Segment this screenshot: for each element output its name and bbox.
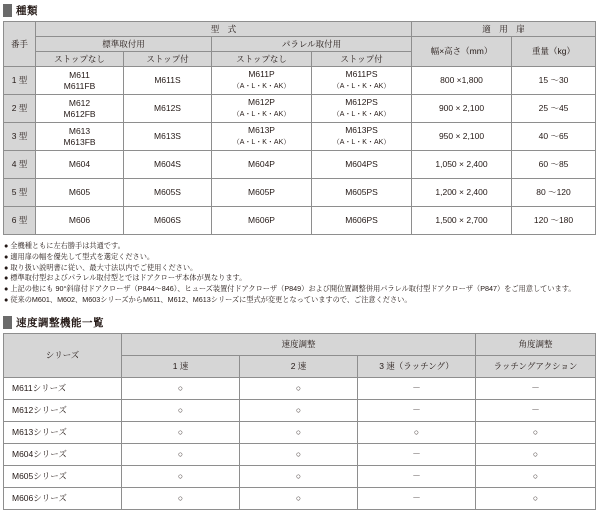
types-table [3, 21, 596, 235]
cell-parallel-stop: M605PS [312, 179, 412, 207]
header-speed-1: 1 速 [122, 355, 240, 377]
cell-standard-stop: M612S [124, 95, 212, 123]
model-variants: （A・L・K・AK） [332, 138, 391, 146]
cell-speed-1: ○ [122, 465, 240, 487]
model-line-1: M611 [69, 69, 90, 80]
cell-parallel-no-stop [212, 95, 312, 123]
header-stop-none-standard: ストップなし [36, 52, 124, 67]
cell-speed-1: ○ [122, 443, 240, 465]
cell-standard-no-stop: M605 [36, 179, 124, 207]
model-line-1: M612 [68, 97, 91, 108]
cell-series: M613シリーズ [4, 421, 122, 443]
row-no: 2 型 [4, 95, 36, 123]
cell-weight: 120 〜180 [512, 207, 596, 235]
cell-latching: ○ [476, 421, 596, 443]
model-line-2: M612FB [63, 108, 96, 119]
cell-latching: ○ [476, 487, 596, 509]
cell-series: M606シリーズ [4, 487, 122, 509]
header-group-standard: 標準取付用 [36, 37, 212, 52]
cell-standard-no-stop [36, 123, 124, 151]
cell-size: 900 × 2,100 [412, 95, 512, 123]
speed-adjust-table [3, 333, 596, 510]
cell-standard-no-stop: M604 [36, 151, 124, 179]
section-heading-types [3, 3, 600, 18]
cell-speed-3: － [358, 377, 476, 399]
cell-series: M612シリーズ [4, 399, 122, 421]
cell-speed-3: － [358, 443, 476, 465]
header-speed-group: 速度調整 [122, 333, 476, 355]
cell-latching: － [476, 377, 596, 399]
table-header-row-1 [4, 22, 596, 37]
row-no: 5 型 [4, 179, 36, 207]
cell-parallel-stop [312, 123, 412, 151]
cell-series: M604シリーズ [4, 443, 122, 465]
cell-latching: ○ [476, 465, 596, 487]
table-row [4, 207, 596, 235]
header-group-applicable: 適 用 扉 [412, 22, 596, 37]
cell-weight: 40 〜65 [512, 123, 596, 151]
model-code: M612P [248, 97, 275, 108]
note-item: ● 標準取付型およびパラレル取付型とではドアクローザ本体が異なります。 [4, 273, 247, 283]
cell-series: M611シリーズ [4, 377, 122, 399]
table-row [4, 377, 596, 399]
cell-speed-2: ○ [240, 465, 358, 487]
header-speed-2: 2 速 [240, 355, 358, 377]
cell-speed-2: ○ [240, 377, 358, 399]
header-latching-action: ラッチングアクション [476, 355, 596, 377]
document-page [0, 3, 600, 503]
table-row [4, 421, 596, 443]
table-row [4, 487, 596, 509]
cell-standard-stop: M611S [124, 67, 212, 95]
model-variants: （A・L・K・AK） [332, 110, 391, 118]
model-code: M611P [248, 69, 275, 80]
cell-speed-3: － [358, 465, 476, 487]
header-group-type: 型 式 [36, 22, 412, 37]
model-code: M612PS [345, 97, 378, 108]
model-variants: （A・L・K・AK） [232, 138, 291, 146]
model-line-2: M613FB [63, 136, 96, 147]
cell-size: 950 × 2,100 [412, 123, 512, 151]
section-marker-icon [3, 4, 12, 17]
model-variants: （A・L・K・AK） [232, 110, 291, 118]
header-stop-yes-standard: ストップ付 [124, 52, 212, 67]
cell-standard-stop: M606S [124, 207, 212, 235]
model-line-1: M613 [68, 125, 91, 136]
header-group-parallel: パラレル取付用 [212, 37, 412, 52]
cell-standard-stop: M604S [124, 151, 212, 179]
cell-size: 1,050 × 2,400 [412, 151, 512, 179]
cell-standard-no-stop [36, 95, 124, 123]
section-heading-speed [3, 315, 600, 330]
note-item: ● 全機種ともに左右勝手は共通です。 [4, 241, 125, 250]
model-code: M613P [248, 125, 275, 136]
cell-size: 800 ×1,800 [412, 67, 512, 95]
table-row [4, 465, 596, 487]
note-item: ● 適用扉の幅を優先して型式を選定ください。 [4, 251, 155, 261]
table-row [4, 123, 596, 151]
cell-size: 1,500 × 2,700 [412, 207, 512, 235]
cell-parallel-no-stop [212, 67, 312, 95]
header-weight: 重量（kg） [512, 37, 596, 67]
table-row [4, 399, 596, 421]
row-no: 4 型 [4, 151, 36, 179]
cell-speed-2: ○ [240, 421, 358, 443]
model-variants: （A・L・K・AK） [232, 82, 291, 90]
notes-list [4, 241, 600, 306]
cell-standard-stop: M605S [124, 179, 212, 207]
section-title: 種類 [16, 5, 38, 17]
model-line-2: M611FB [63, 80, 96, 91]
header-stop-yes-parallel: ストップ付 [312, 52, 412, 67]
table-row [4, 443, 596, 465]
cell-size: 1,200 × 2,400 [412, 179, 512, 207]
table-header-row-2 [4, 37, 596, 52]
cell-speed-1: ○ [122, 399, 240, 421]
row-no: 6 型 [4, 207, 36, 235]
cell-parallel-stop: M606PS [312, 207, 412, 235]
cell-speed-3: ○ [358, 421, 476, 443]
cell-speed-3: － [358, 487, 476, 509]
cell-weight: 25 〜45 [512, 95, 596, 123]
cell-weight: 15 〜30 [512, 67, 596, 95]
header-stop-none-parallel: ストップなし [212, 52, 312, 67]
table-header-row-1 [4, 333, 596, 355]
cell-weight: 60 〜85 [512, 151, 596, 179]
cell-speed-1: ○ [122, 377, 240, 399]
cell-latching: － [476, 399, 596, 421]
header-speed-3: 3 速（ラッチング） [358, 355, 476, 377]
section-title: 速度調整機能一覧 [16, 316, 104, 329]
header-col-no: 番手 [4, 22, 36, 67]
table-row [4, 67, 596, 95]
table-row [4, 179, 596, 207]
cell-standard-no-stop: M606 [36, 207, 124, 235]
cell-speed-2: ○ [240, 487, 358, 509]
cell-parallel-no-stop [212, 123, 312, 151]
note-item: ● 従来のM601、M602、M603シリーズからM611、M612、M613シリーズに型式が変更となっていますので、ご注意ください。 [4, 294, 412, 304]
cell-standard-no-stop [36, 67, 124, 95]
table-row [4, 95, 596, 123]
cell-parallel-no-stop: M605P [212, 179, 312, 207]
table-row [4, 151, 596, 179]
cell-standard-stop: M613S [124, 123, 212, 151]
header-size: 幅×高さ（mm） [412, 37, 512, 67]
note-item: ● 上記の他にも 90°斜扉付ドアクローザ（P844〜846）、ヒューズ装置付ドアクローザ（P849）および開位置調整併用パラレル取付型ドアクローザ（P847）をご用意しています。 [4, 284, 576, 294]
cell-parallel-stop [312, 67, 412, 95]
note-item: ● 取り扱い説明書に従い、最大寸法以内でご使用ください。 [4, 262, 198, 272]
model-code: M613PS [345, 125, 378, 136]
section-marker-icon [3, 316, 12, 329]
header-angle-group: 角度調整 [476, 333, 596, 355]
model-variants: （A・L・K・AK） [332, 82, 391, 90]
cell-series: M605シリーズ [4, 465, 122, 487]
cell-speed-1: ○ [122, 487, 240, 509]
row-no: 3 型 [4, 123, 36, 151]
cell-parallel-stop [312, 95, 412, 123]
cell-speed-2: ○ [240, 399, 358, 421]
cell-parallel-no-stop: M604P [212, 151, 312, 179]
cell-latching: ○ [476, 443, 596, 465]
cell-weight: 80 〜120 [512, 179, 596, 207]
cell-speed-3: － [358, 399, 476, 421]
cell-speed-2: ○ [240, 443, 358, 465]
cell-speed-1: ○ [122, 421, 240, 443]
model-code: M611PS [345, 69, 378, 80]
cell-parallel-no-stop: M606P [212, 207, 312, 235]
row-no: 1 型 [4, 67, 36, 95]
cell-parallel-stop: M604PS [312, 151, 412, 179]
header-series: シリーズ [4, 333, 122, 377]
